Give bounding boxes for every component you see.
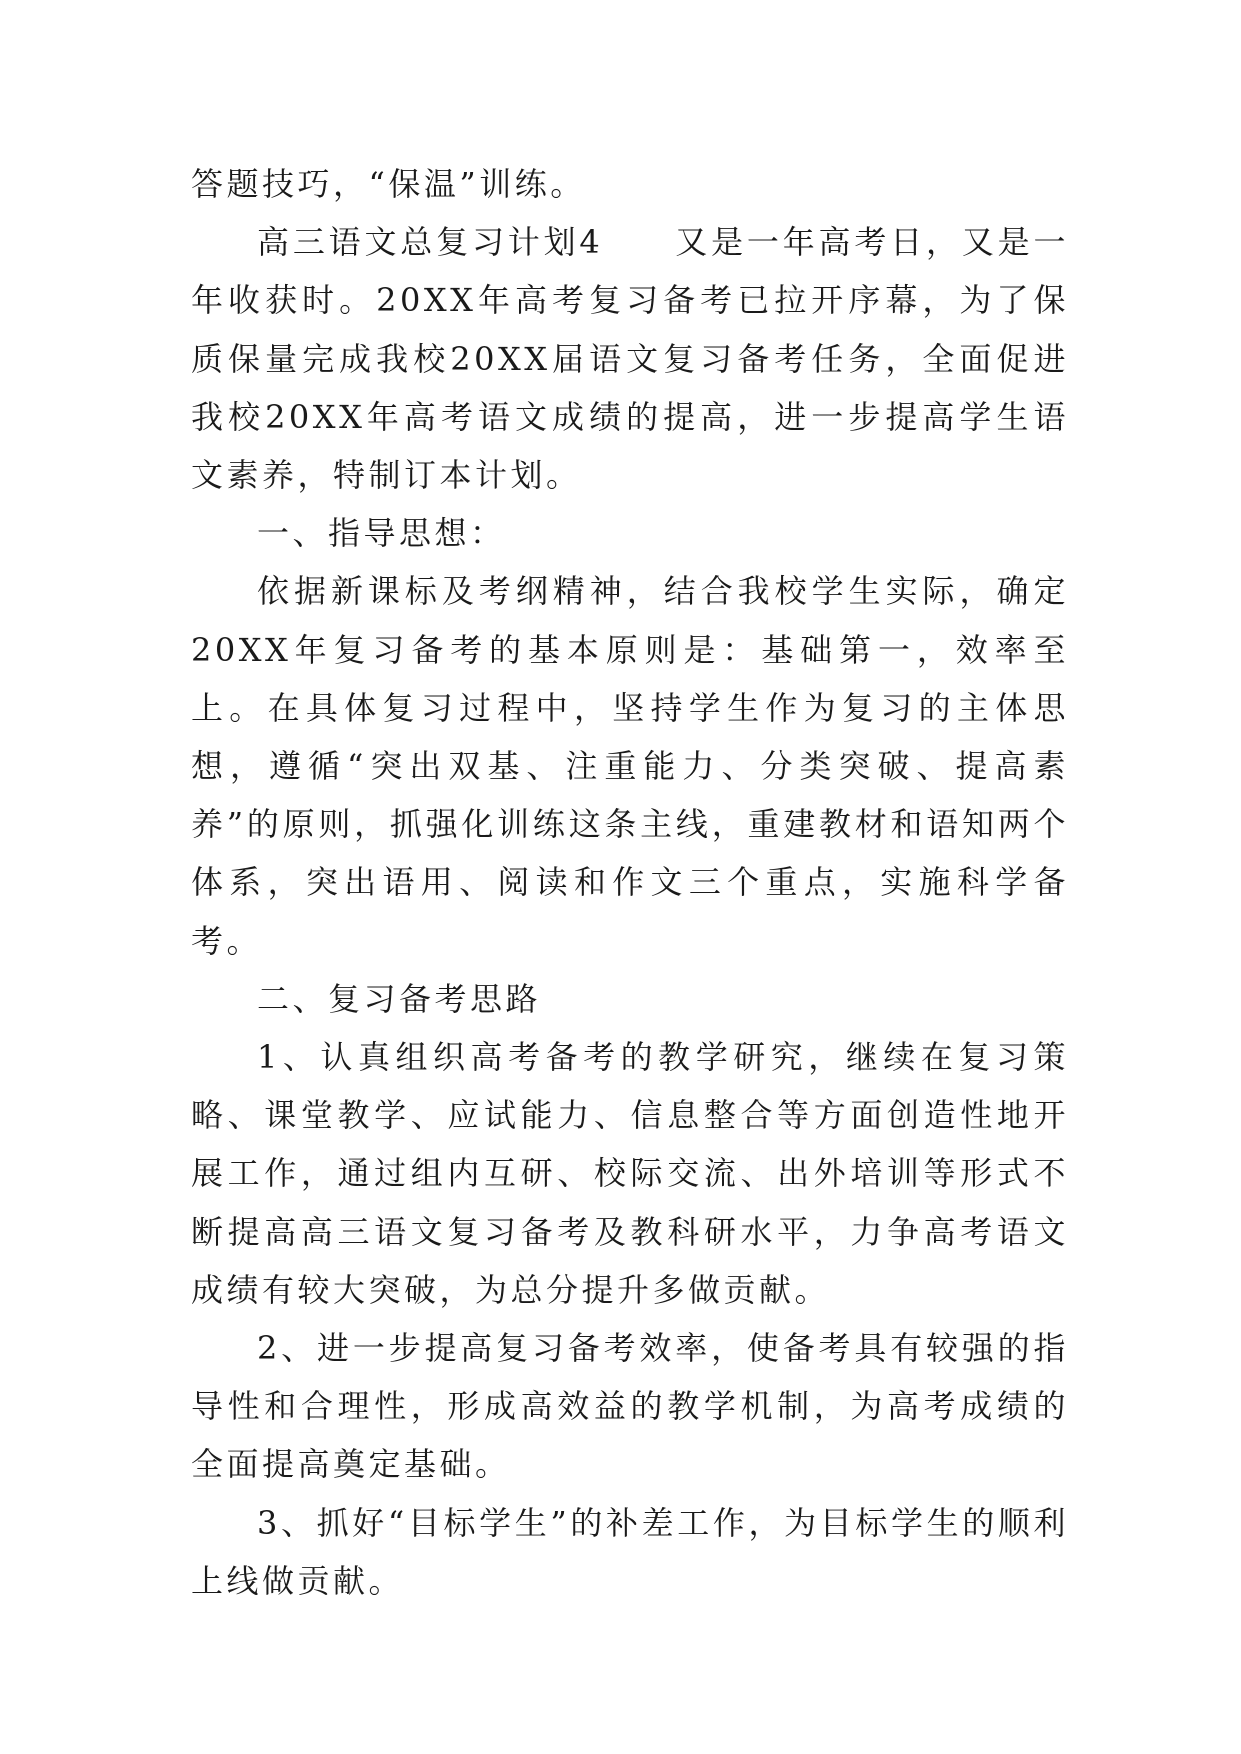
section-heading-review-approach: 二、复习备考思路 [257,979,542,1018]
document-body [191,155,1069,1610]
list-item-1: 1、认真组织高考备考的教学研究，继续在复习策略、课堂教学、应试能力、信息整合等方面创造性地开展工作，通过组内互研、校际交流、出外培训等形式不断提高高三语文复习备考及教科研水平，力争高考语文成绩有较大突破，为总分提升多做贡献。 [191,1038,1069,1309]
list-item-2: 2、进一步提高复习备考效率，使备考具有较强的指导性和合理性，形成高效益的教学机制，为高考成绩的全面提高奠定基础。 [191,1329,1069,1484]
list-item-3: 3、抓好“目标学生”的补差工作，为目标学生的顺利上线做贡献。 [191,1503,1069,1600]
paragraph-plan-intro: 高三语文总复习计划4 又是一年高考日，又是一年收获时。20XX年高考复习备考已拉开序幕，为了保质保量完成我校20XX届语文复习备考任务，全面促进我校20XX年高考语文成绩的提高，进一步提高学生语文素养，特制订本计划。 [191,223,1069,495]
paragraph-guiding-ideology: 依据新课标及考纲精神，结合我校学生实际，确定20XX年复习备考的基本原则是：基础第一，效率至上。在具体复习过程中，坚持学生作为复习的主体思想，遵循“突出双基、注重能力、分类突破、提高素养”的原则，抓强化训练这条主线，重建教材和语知两个体系，突出语用、阅读和作文三个重点，实施科学备考。 [191,572,1069,960]
section-heading-guiding-ideology: 一、指导思想： [257,514,506,553]
paragraph-answer-tips: 答题技巧，“保温”训练。 [191,165,586,203]
